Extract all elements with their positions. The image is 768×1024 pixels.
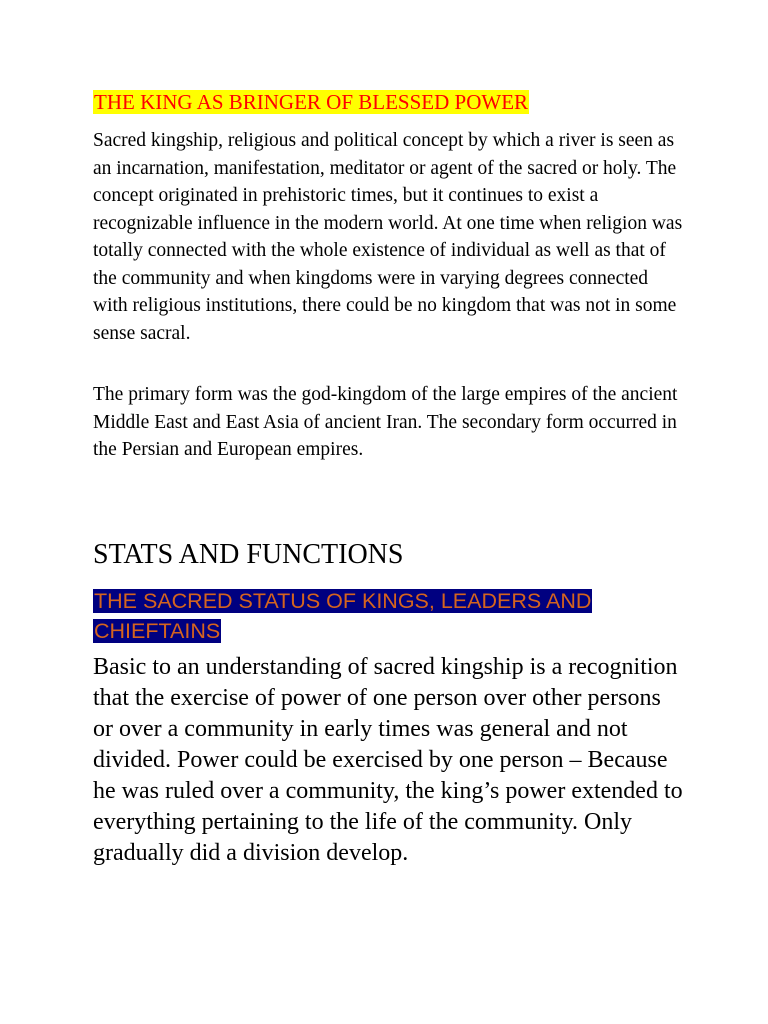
section-title-stats-functions: STATS AND FUNCTIONS xyxy=(93,539,404,570)
paragraph-sacred-kingship: Sacred kingship, religious and political concept by which a river is seen as an incarnation, manifestation, meditator or agent of the sacred or holy. The concept originated in prehistoric times, but it continues to exist a recognizable influence in the modern world. At one time when religion was totally connected with the whole existence of individual as well as that of the community and when kingdoms were in varying degrees connected with religious institutions, there could be no kingdom that was not in some sense sacral. xyxy=(93,130,683,344)
heading-1-text: THE KING AS BRINGER OF BLESSED POWER xyxy=(94,90,529,114)
heading-king-blessed-power xyxy=(93,89,529,115)
paragraph-primary-form: The primary form was the god-kingdom of the large empires of the ancient Middle East and East Asia of ancient Iran. The secondary form occurred in the Persian and European empires. xyxy=(93,384,678,460)
heading-2-text: THE SACRED STATUS OF KINGS, LEADERS AND CHIEFTAINS xyxy=(94,589,592,643)
paragraph-basic-understanding: Basic to an understanding of sacred kingship is a recognition that the exercise of power of one person over other persons or over a community in early times was general and not divided. Power could be exercised by one person – Because he was ruled over a community, the king’s power extended to everything pertaining to the life of the community. Only gradually did a division develop. xyxy=(93,654,683,866)
heading-sacred-status xyxy=(93,586,683,646)
